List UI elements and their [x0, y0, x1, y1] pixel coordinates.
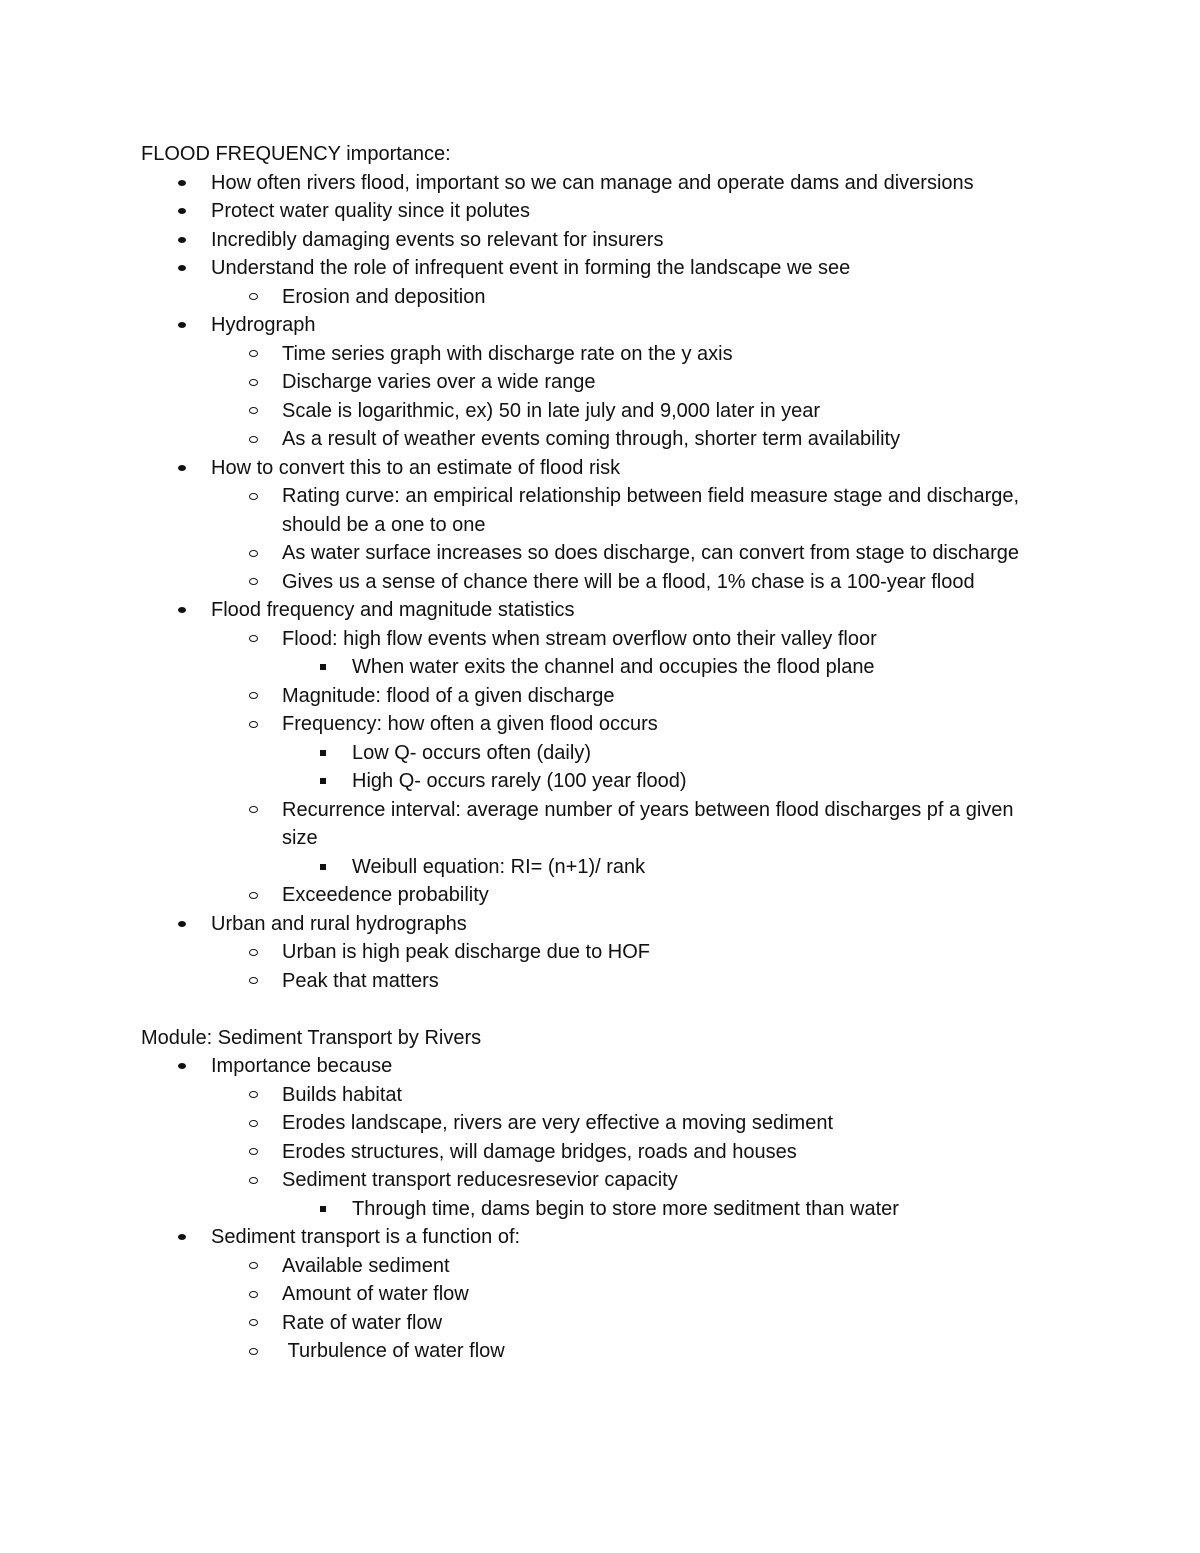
filled-square-bullet-icon: [316, 853, 330, 882]
list-item-level-1: [211, 311, 1081, 340]
hollow-circle-bullet-icon: [246, 938, 260, 967]
list-item-text: Discharge varies over a wide range: [282, 371, 596, 393]
hollow-circle-bullet-icon: [246, 368, 260, 397]
list-item-level-3: [352, 653, 1052, 682]
filled-circle-bullet-icon: [175, 1052, 189, 1081]
list-item-level-2: [282, 1309, 1042, 1338]
hollow-circle-bullet-icon: [246, 1138, 260, 1167]
list-item-level-1: [211, 226, 1081, 255]
list-item-level-2: [282, 1337, 1042, 1366]
list-item-text: Erodes landscape, rivers are very effective a moving sediment: [282, 1112, 834, 1134]
list-item-level-2: [282, 368, 1042, 397]
list-item-level-2: [282, 1166, 1042, 1195]
list-item-text: Hydrograph: [211, 314, 316, 336]
hollow-circle-bullet-icon: [246, 625, 260, 654]
list-item-text: Incredibly damaging events so relevant for insurers: [211, 228, 664, 251]
hollow-circle-bullet-icon: [246, 1337, 260, 1366]
filled-square-bullet-icon: [316, 739, 330, 768]
list-item-level-2: [282, 1109, 1042, 1138]
hollow-circle-bullet-icon: [246, 1081, 260, 1110]
list-item-text: Importance because: [211, 1055, 393, 1077]
list-item-text: Flood frequency and magnitude statistics: [211, 599, 575, 621]
hollow-circle-bullet-icon: [246, 568, 260, 597]
list-item-level-2: [282, 710, 1042, 739]
filled-circle-bullet-icon: [175, 169, 189, 198]
flood-frequency-heading: FLOOD FREQUENCY importance:: [141, 143, 451, 165]
list-item-text: Urban is high peak discharge due to HOF: [282, 941, 650, 963]
list-item-level-2: [282, 796, 1042, 853]
list-item-level-3: [352, 739, 1052, 768]
list-item-text: As water surface increases so does discharge, can convert from stage to discharge: [282, 542, 1020, 564]
document-page: [0, 140, 1200, 1366]
hollow-circle-bullet-icon: [246, 1109, 260, 1138]
list-item-text: Available sediment: [282, 1254, 450, 1277]
list-item-text: Builds habitat: [282, 1083, 403, 1106]
filled-square-bullet-icon: [316, 653, 330, 682]
list-item-level-2: [282, 539, 1042, 568]
filled-circle-bullet-icon: [175, 197, 189, 226]
filled-circle-bullet-icon: [175, 596, 189, 625]
list-item-text: Recurrence interval: average number of years between flood discharges pf a given size: [282, 798, 1020, 849]
hollow-circle-bullet-icon: [246, 1309, 260, 1338]
list-item-text: Rating curve: an empirical relationship between field measure stage and discharge, should be a one to one: [282, 485, 1025, 536]
list-item-level-2: [282, 625, 1042, 654]
list-item-text: When water exits the channel and occupies the flood plane: [352, 656, 875, 678]
list-item-level-2: [282, 340, 1042, 369]
list-item-text: As a result of weather events coming through, shorter term availability: [282, 428, 901, 450]
hollow-circle-bullet-icon: [246, 1252, 260, 1281]
list-item-text: Sediment transport reducesresevior capacity: [282, 1169, 678, 1191]
hollow-circle-bullet-icon: [246, 539, 260, 568]
list-item-level-2: [282, 682, 1042, 711]
list-item-level-2: [282, 1252, 1042, 1281]
list-item-text: Exceedence probability: [282, 884, 489, 906]
list-item-level-1: [211, 596, 1081, 625]
hollow-circle-bullet-icon: [246, 710, 260, 739]
list-item-text: Through time, dams begin to store more seditment than water: [352, 1197, 899, 1220]
hollow-circle-bullet-icon: [246, 881, 260, 910]
filled-circle-bullet-icon: [175, 1223, 189, 1252]
hollow-circle-bullet-icon: [246, 397, 260, 426]
list-item-text: Rate of water flow: [282, 1311, 443, 1334]
list-item-level-3: [352, 853, 1052, 882]
filled-square-bullet-icon: [316, 767, 330, 796]
list-item-level-2: [282, 568, 1042, 597]
list-item-level-2: [282, 967, 1042, 996]
list-item-level-1: [211, 197, 1081, 226]
sediment-transport-list: [0, 1052, 1200, 1366]
filled-circle-bullet-icon: [175, 910, 189, 939]
filled-circle-bullet-icon: [175, 254, 189, 283]
list-item-text: Understand the role of infrequent event in forming the landscape we see: [211, 257, 851, 279]
list-item-text: Frequency: how often a given flood occurs: [282, 713, 658, 735]
list-item-text: Amount of water flow: [282, 1283, 469, 1305]
list-item-level-2: [282, 425, 1042, 454]
list-item-level-1: [211, 169, 1081, 198]
sediment-transport-heading: Module: Sediment Transport by Rivers: [141, 1026, 482, 1049]
list-item-level-1: [211, 454, 1081, 483]
filled-circle-bullet-icon: [175, 454, 189, 483]
hollow-circle-bullet-icon: [246, 340, 260, 369]
list-item-level-2: [282, 482, 1042, 539]
list-item-level-1: [211, 910, 1081, 939]
list-item-text: Flood: high flow events when stream overflow onto their valley floor: [282, 627, 877, 650]
list-item-text: Peak that matters: [282, 969, 439, 992]
list-item-text: Low Q- occurs often (daily): [352, 741, 591, 764]
flood-frequency-list: [0, 169, 1200, 996]
hollow-circle-bullet-icon: [246, 1280, 260, 1309]
list-item-text: Weibull equation: RI= (n+1)/ rank: [352, 855, 646, 878]
list-item-text: Erodes structures, will damage bridges, roads and houses: [282, 1140, 797, 1163]
hollow-circle-bullet-icon: [246, 425, 260, 454]
hollow-circle-bullet-icon: [246, 482, 260, 511]
list-item-text: Magnitude: flood of a given discharge: [282, 684, 615, 707]
list-item-level-2: [282, 1138, 1042, 1167]
list-item-level-3: [352, 767, 1052, 796]
hollow-circle-bullet-icon: [246, 1166, 260, 1195]
list-item-text: Turbulence of water flow: [282, 1340, 505, 1362]
list-item-level-2: [282, 938, 1042, 967]
list-item-text: Protect water quality since it polutes: [211, 200, 531, 222]
filled-circle-bullet-icon: [175, 226, 189, 255]
list-item-level-1: [211, 1052, 1081, 1081]
hollow-circle-bullet-icon: [246, 796, 260, 825]
list-item-level-2: [282, 881, 1042, 910]
list-item-text: Gives us a sense of chance there will be a flood, 1% chase is a 100-year flood: [282, 570, 975, 593]
list-item-text: How to convert this to an estimate of flood risk: [211, 456, 621, 479]
hollow-circle-bullet-icon: [246, 682, 260, 711]
list-item-level-2: [282, 1280, 1042, 1309]
list-item-text: Time series graph with discharge rate on the y axis: [282, 342, 733, 365]
list-item-level-1: [211, 254, 1081, 283]
filled-square-bullet-icon: [316, 1195, 330, 1224]
list-item-text: Urban and rural hydrographs: [211, 912, 467, 935]
list-item-text: Scale is logarithmic, ex) 50 in late july and 9,000 later in year: [282, 399, 821, 422]
hollow-circle-bullet-icon: [246, 283, 260, 312]
list-item-level-2: [282, 397, 1042, 426]
list-item-text: High Q- occurs rarely (100 year flood): [352, 770, 687, 792]
section-spacer: [0, 995, 1200, 1024]
list-item-text: How often rivers flood, important so we can manage and operate dams and diversions: [211, 171, 974, 194]
list-item-text: Sediment transport is a function of:: [211, 1226, 521, 1248]
list-item-level-2: [282, 283, 1042, 312]
list-item-level-3: [352, 1195, 1052, 1224]
list-item-level-2: [282, 1081, 1042, 1110]
filled-circle-bullet-icon: [175, 311, 189, 340]
list-item-text: Erosion and deposition: [282, 285, 486, 308]
hollow-circle-bullet-icon: [246, 967, 260, 996]
list-item-level-1: [211, 1223, 1081, 1252]
